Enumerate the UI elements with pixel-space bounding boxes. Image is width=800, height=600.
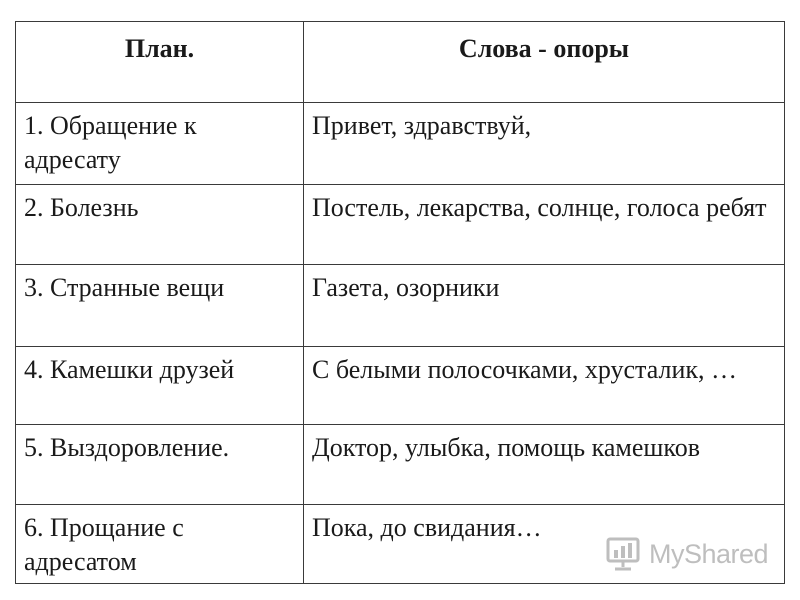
- myshared-watermark: [605, 534, 768, 574]
- header-support-words: Слова - опоры: [304, 22, 785, 103]
- table-row: [16, 425, 785, 505]
- words-cell: Пока, до свидания…: [304, 505, 785, 584]
- plan-cell: 2. Болезнь: [16, 185, 304, 265]
- header-plan: План.: [16, 22, 304, 103]
- plan-cell: 4. Камешки друзей: [16, 347, 304, 425]
- table-row: [16, 347, 785, 425]
- words-cell: С белыми полосочками, хрусталик, …: [304, 347, 785, 425]
- watermark-text: MyShared: [649, 538, 769, 569]
- words-cell: Доктор, улыбка, помощь камешков: [304, 425, 785, 505]
- table-row: [16, 185, 785, 265]
- words-cell: Привет, здравствуй,: [304, 103, 785, 185]
- plan-cell: 3. Странные вещи: [16, 265, 304, 347]
- plan-cell: 1. Обращение к адресату: [16, 103, 304, 185]
- table-row: [16, 103, 785, 185]
- plan-cell: 6. Прощание с адресатом: [16, 505, 304, 584]
- words-cell: Постель, лекарства, солнце, голоса ребят: [304, 185, 785, 265]
- table-header-row: [16, 22, 785, 103]
- plan-table: [15, 21, 785, 584]
- myshared-logo-icon: [605, 535, 643, 573]
- words-cell: Газета, озорники: [304, 265, 785, 347]
- table-row: [16, 265, 785, 347]
- plan-cell: 5. Выздоровление.: [16, 425, 304, 505]
